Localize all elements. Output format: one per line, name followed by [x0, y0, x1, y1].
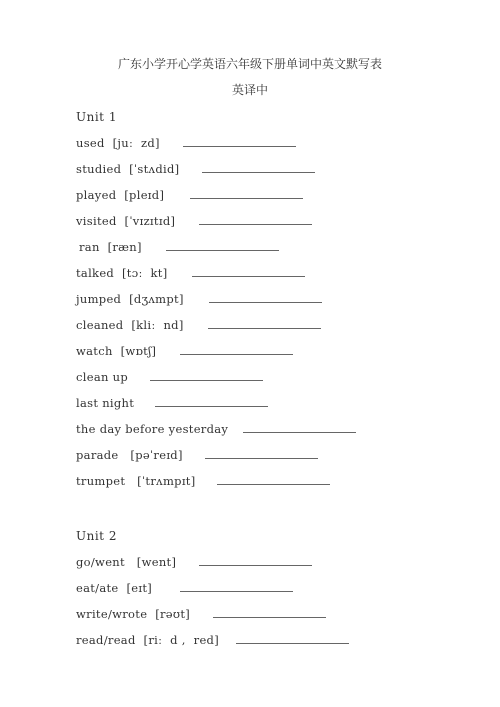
- document-title: 广东小学开心学英语六年级下册单词中英文默写表: [117, 57, 382, 71]
- answer-blank[interactable]: [166, 250, 279, 251]
- vocab-word: eat/ate [eɪt]: [76, 581, 153, 595]
- answer-blank[interactable]: [192, 276, 305, 277]
- vocab-row: [0, 422, 500, 438]
- answer-blank[interactable]: [205, 458, 318, 459]
- vocab-row: [0, 396, 500, 412]
- vocab-row: [0, 474, 500, 490]
- answer-blank[interactable]: [190, 198, 303, 199]
- answer-blank[interactable]: [209, 302, 322, 303]
- vocab-word: parade [pəˈreɪd]: [76, 448, 183, 462]
- vocab-row: [0, 581, 500, 597]
- vocab-row: [0, 633, 500, 649]
- vocab-word: trumpet [ˈtrʌmpɪt]: [76, 474, 196, 488]
- answer-blank[interactable]: [217, 484, 330, 485]
- vocab-row: [0, 555, 500, 571]
- answer-blank[interactable]: [202, 172, 315, 173]
- vocab-word: studied [ˈstʌdid]: [76, 162, 180, 176]
- vocab-row: [0, 292, 500, 308]
- vocab-word: used [juː zd]: [76, 136, 160, 150]
- answer-blank[interactable]: [180, 591, 293, 592]
- vocab-row: [0, 136, 500, 152]
- vocab-word: watch [wɒtʃ]: [76, 344, 157, 358]
- vocab-word: go/went [went]: [76, 555, 177, 569]
- vocab-word: jumped [dʒʌmpt]: [76, 292, 184, 306]
- answer-blank[interactable]: [155, 406, 268, 407]
- vocab-row: [0, 162, 500, 178]
- vocab-row: [0, 240, 500, 256]
- vocab-word: visited [ˈvɪzɪtɪd]: [76, 214, 176, 228]
- vocab-row: [0, 214, 500, 230]
- vocab-row: [0, 266, 500, 282]
- vocab-word: talked [tɔː kt]: [76, 266, 168, 280]
- vocab-row: [0, 318, 500, 334]
- vocab-word: the day before yesterday: [76, 422, 229, 436]
- answer-blank[interactable]: [199, 565, 312, 566]
- vocab-word: read/read [riː d , red]: [76, 633, 220, 647]
- vocab-word: played [pleɪd]: [76, 188, 165, 202]
- answer-blank[interactable]: [180, 354, 293, 355]
- vocab-word: last night: [76, 396, 135, 410]
- answer-blank[interactable]: [199, 224, 312, 225]
- unit-heading: Unit 2: [76, 529, 117, 543]
- answer-blank[interactable]: [243, 432, 356, 433]
- vocab-row: [0, 344, 500, 360]
- vocab-word: cleaned [kliː nd]: [76, 318, 184, 332]
- document-subtitle: 英译中: [231, 83, 268, 97]
- answer-blank[interactable]: [150, 380, 263, 381]
- vocab-word: write/wrote [rəʊt]: [76, 607, 191, 621]
- vocab-row: [0, 448, 500, 464]
- vocab-row: [0, 188, 500, 204]
- answer-blank[interactable]: [183, 146, 296, 147]
- answer-blank[interactable]: [213, 617, 326, 618]
- vocab-row: [0, 607, 500, 623]
- vocab-word: ran [ræn]: [79, 240, 142, 254]
- answer-blank[interactable]: [236, 643, 349, 644]
- unit-heading: Unit 1: [76, 110, 117, 124]
- vocab-word: clean up: [76, 370, 129, 384]
- vocab-row: [0, 370, 500, 386]
- answer-blank[interactable]: [208, 328, 321, 329]
